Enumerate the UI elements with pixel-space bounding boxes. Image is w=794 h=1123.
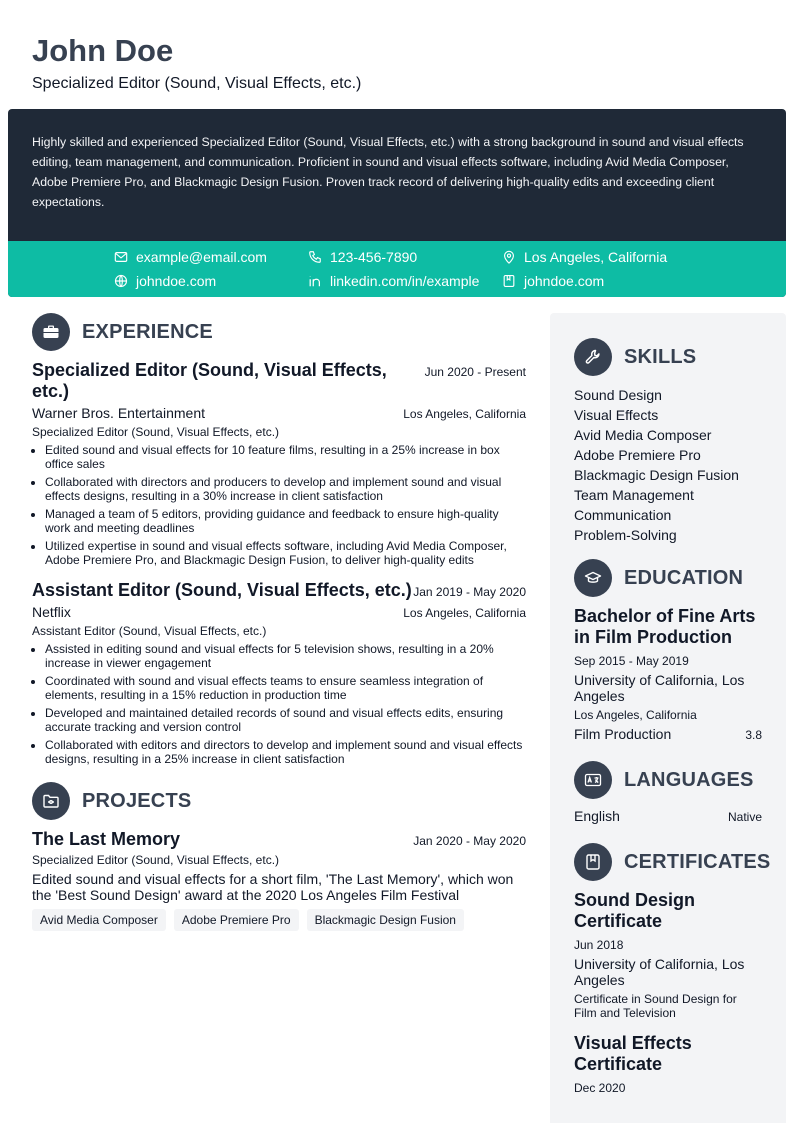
resume-header <box>32 34 361 93</box>
education-date: Sep 2015 - May 2019 <box>574 654 689 668</box>
experience-entry <box>32 580 526 766</box>
certificate-entry <box>574 890 762 1020</box>
contact-portfolio[interactable] <box>502 273 604 289</box>
certificate-date: Jun 2018 <box>574 938 624 952</box>
folder-icon <box>32 782 70 820</box>
gpa: 3.8 <box>745 728 762 742</box>
project-role: Specialized Editor (Sound, Visual Effects, etc.) <box>32 853 280 867</box>
summary-text: Highly skilled and experienced Specialized Editor (Sound, Visual Effects, etc.) with a strong background in sound and visual effects editing, team management, and communication. Proficient in sound and visual effects software, including Avid Media Composer, Adobe Premiere Pro, and Blackmagic Design Fusion. Proven track record of delivering high-quality edits and exceeding client expectations. <box>32 135 744 209</box>
education-title: EDUCATION <box>624 566 744 589</box>
language-level: Native <box>727 810 762 824</box>
job-title: Specialized Editor (Sound, Visual Effects, etc.) <box>32 360 387 401</box>
portfolio-text: johndoe.com <box>524 273 605 289</box>
languages-title: LANGUAGES <box>624 768 754 791</box>
linkedin-text: linkedin.com/in/example <box>330 273 480 289</box>
skill-item: Sound Design <box>574 387 662 403</box>
school-location: Los Angeles, California <box>574 708 697 722</box>
certificate-entry <box>574 1033 762 1095</box>
contact-website[interactable] <box>114 273 216 289</box>
project-title: The Last Memory <box>32 829 181 849</box>
experience-title: EXPERIENCE <box>82 320 213 343</box>
job-location: Los Angeles, California <box>403 407 526 421</box>
bullet-item: • Utilized expertise in sound and visual effects software, including Avid Media Composer, Adobe Premiere Pro, and Blackmagic Design Fusion, to deliver high-quality edits <box>45 539 526 567</box>
certificate-detail: Certificate in Sound Design for Film and Television <box>574 992 737 1020</box>
job-date: Jan 2019 - May 2020 <box>413 585 526 599</box>
certificate-title: Visual Effects Certificate <box>574 1033 692 1074</box>
certificates-title: CERTIFICATES <box>624 850 771 873</box>
briefcase-icon <box>32 313 70 351</box>
wrench-icon <box>574 338 612 376</box>
bullet-item: • Managed a team of 5 editors, providing guidance and feedback to ensure high-quality work and meeting deadlines <box>45 507 526 535</box>
projects-title: PROJECTS <box>82 789 192 812</box>
graduation-cap-icon <box>574 559 612 597</box>
bullet-item: • Edited sound and visual effects for 10 feature films, resulting in a 25% increase in box office sales <box>45 443 526 471</box>
skills-list <box>574 385 762 545</box>
contact-bar <box>8 241 786 297</box>
certificate-issuer: University of California, Los Angeles <box>574 956 745 988</box>
skill-item: Communication <box>574 507 672 523</box>
bullet-item: • Coordinated with sound and visual effects teams to ensure seamless integration of elements, resulting in a 15% reduction in production time <box>45 674 526 702</box>
contact-location <box>502 249 667 265</box>
linkedin-icon <box>308 274 322 288</box>
company-name: Warner Bros. Entertainment <box>32 405 205 421</box>
project-description: Edited sound and visual effects for a short film, 'The Last Memory', which won the 'Best Sound Design' award at the 2020 Los Angeles Film Festival <box>32 871 514 903</box>
globe-icon <box>114 274 128 288</box>
project-tags <box>32 909 526 931</box>
job-location: Los Angeles, California <box>403 606 526 620</box>
skill-item: Problem-Solving <box>574 527 677 543</box>
location-text: Los Angeles, California <box>524 249 668 265</box>
project-date: Jan 2020 - May 2020 <box>413 834 526 848</box>
language-name: English <box>574 808 620 824</box>
project-entry <box>32 829 526 931</box>
job-role: Specialized Editor (Sound, Visual Effects, etc.) <box>32 425 280 439</box>
main-column <box>32 312 526 931</box>
bookmark-book-icon <box>502 274 516 288</box>
contact-email[interactable] <box>114 249 267 265</box>
skill-item: Avid Media Composer <box>574 427 712 443</box>
project-tag: Avid Media Composer <box>32 909 166 931</box>
website-text: johndoe.com <box>136 273 217 289</box>
certificate-date: Dec 2020 <box>574 1081 626 1095</box>
language-item <box>574 808 762 824</box>
project-tag: Adobe Premiere Pro <box>174 909 299 931</box>
company-name: Netflix <box>32 604 71 620</box>
job-role: Assistant Editor (Sound, Visual Effects, etc.) <box>32 624 267 638</box>
summary-band <box>8 109 786 297</box>
phone-text: 123-456-7890 <box>330 249 418 265</box>
mail-icon <box>114 250 128 264</box>
experience-entry <box>32 360 526 567</box>
job-bullets <box>32 443 526 567</box>
education-header <box>574 558 762 598</box>
field-of-study: Film Production <box>574 726 672 742</box>
contact-linkedin[interactable] <box>308 273 479 289</box>
translate-icon <box>574 761 612 799</box>
skill-item: Visual Effects <box>574 407 659 423</box>
map-pin-icon <box>502 250 516 264</box>
certificates-header <box>574 842 771 882</box>
bullet-item: • Assisted in editing sound and visual effects for 5 television shows, resulting in a 20% increase in viewer engagement <box>45 642 526 670</box>
skill-item: Team Management <box>574 487 694 503</box>
skills-header <box>574 337 762 377</box>
job-title: Assistant Editor (Sound, Visual Effects, etc.) <box>32 580 412 600</box>
degree: Bachelor of Fine Arts in Film Production <box>574 606 756 647</box>
skills-title: SKILLS <box>624 345 697 368</box>
education-entry <box>574 606 762 742</box>
certificate-book-icon <box>574 843 612 881</box>
skill-item: Adobe Premiere Pro <box>574 447 701 463</box>
sidebar <box>550 313 786 1123</box>
candidate-headline: Specialized Editor (Sound, Visual Effects, etc.) <box>32 75 362 92</box>
job-bullets <box>32 642 526 766</box>
field-row <box>574 726 762 742</box>
email-text: example@email.com <box>136 249 267 265</box>
skill-item: Blackmagic Design Fusion <box>574 467 739 483</box>
bullet-item: • Developed and maintained detailed records of sound and visual effects edits, ensuring accurate tracking and version control <box>45 706 526 734</box>
phone-icon <box>308 250 322 264</box>
contact-phone[interactable] <box>308 249 417 265</box>
bullet-item: • Collaborated with editors and directors to develop and implement sound and visual effects designs, resulting in a 25% increase in client satisfaction <box>45 738 526 766</box>
school-name: University of California, Los Angeles <box>574 672 745 704</box>
experience-header <box>32 312 526 352</box>
project-tag: Blackmagic Design Fusion <box>307 909 464 931</box>
job-date: Jun 2020 - Present <box>424 365 526 379</box>
bullet-item: • Collaborated with directors and producers to develop and implement sound and visual effects designs, resulting in a 30% increase in client satisfaction <box>45 475 526 503</box>
languages-header <box>574 760 762 800</box>
candidate-name: John Doe <box>32 33 174 68</box>
certificate-title: Sound Design Certificate <box>574 890 695 931</box>
projects-header <box>32 781 526 821</box>
